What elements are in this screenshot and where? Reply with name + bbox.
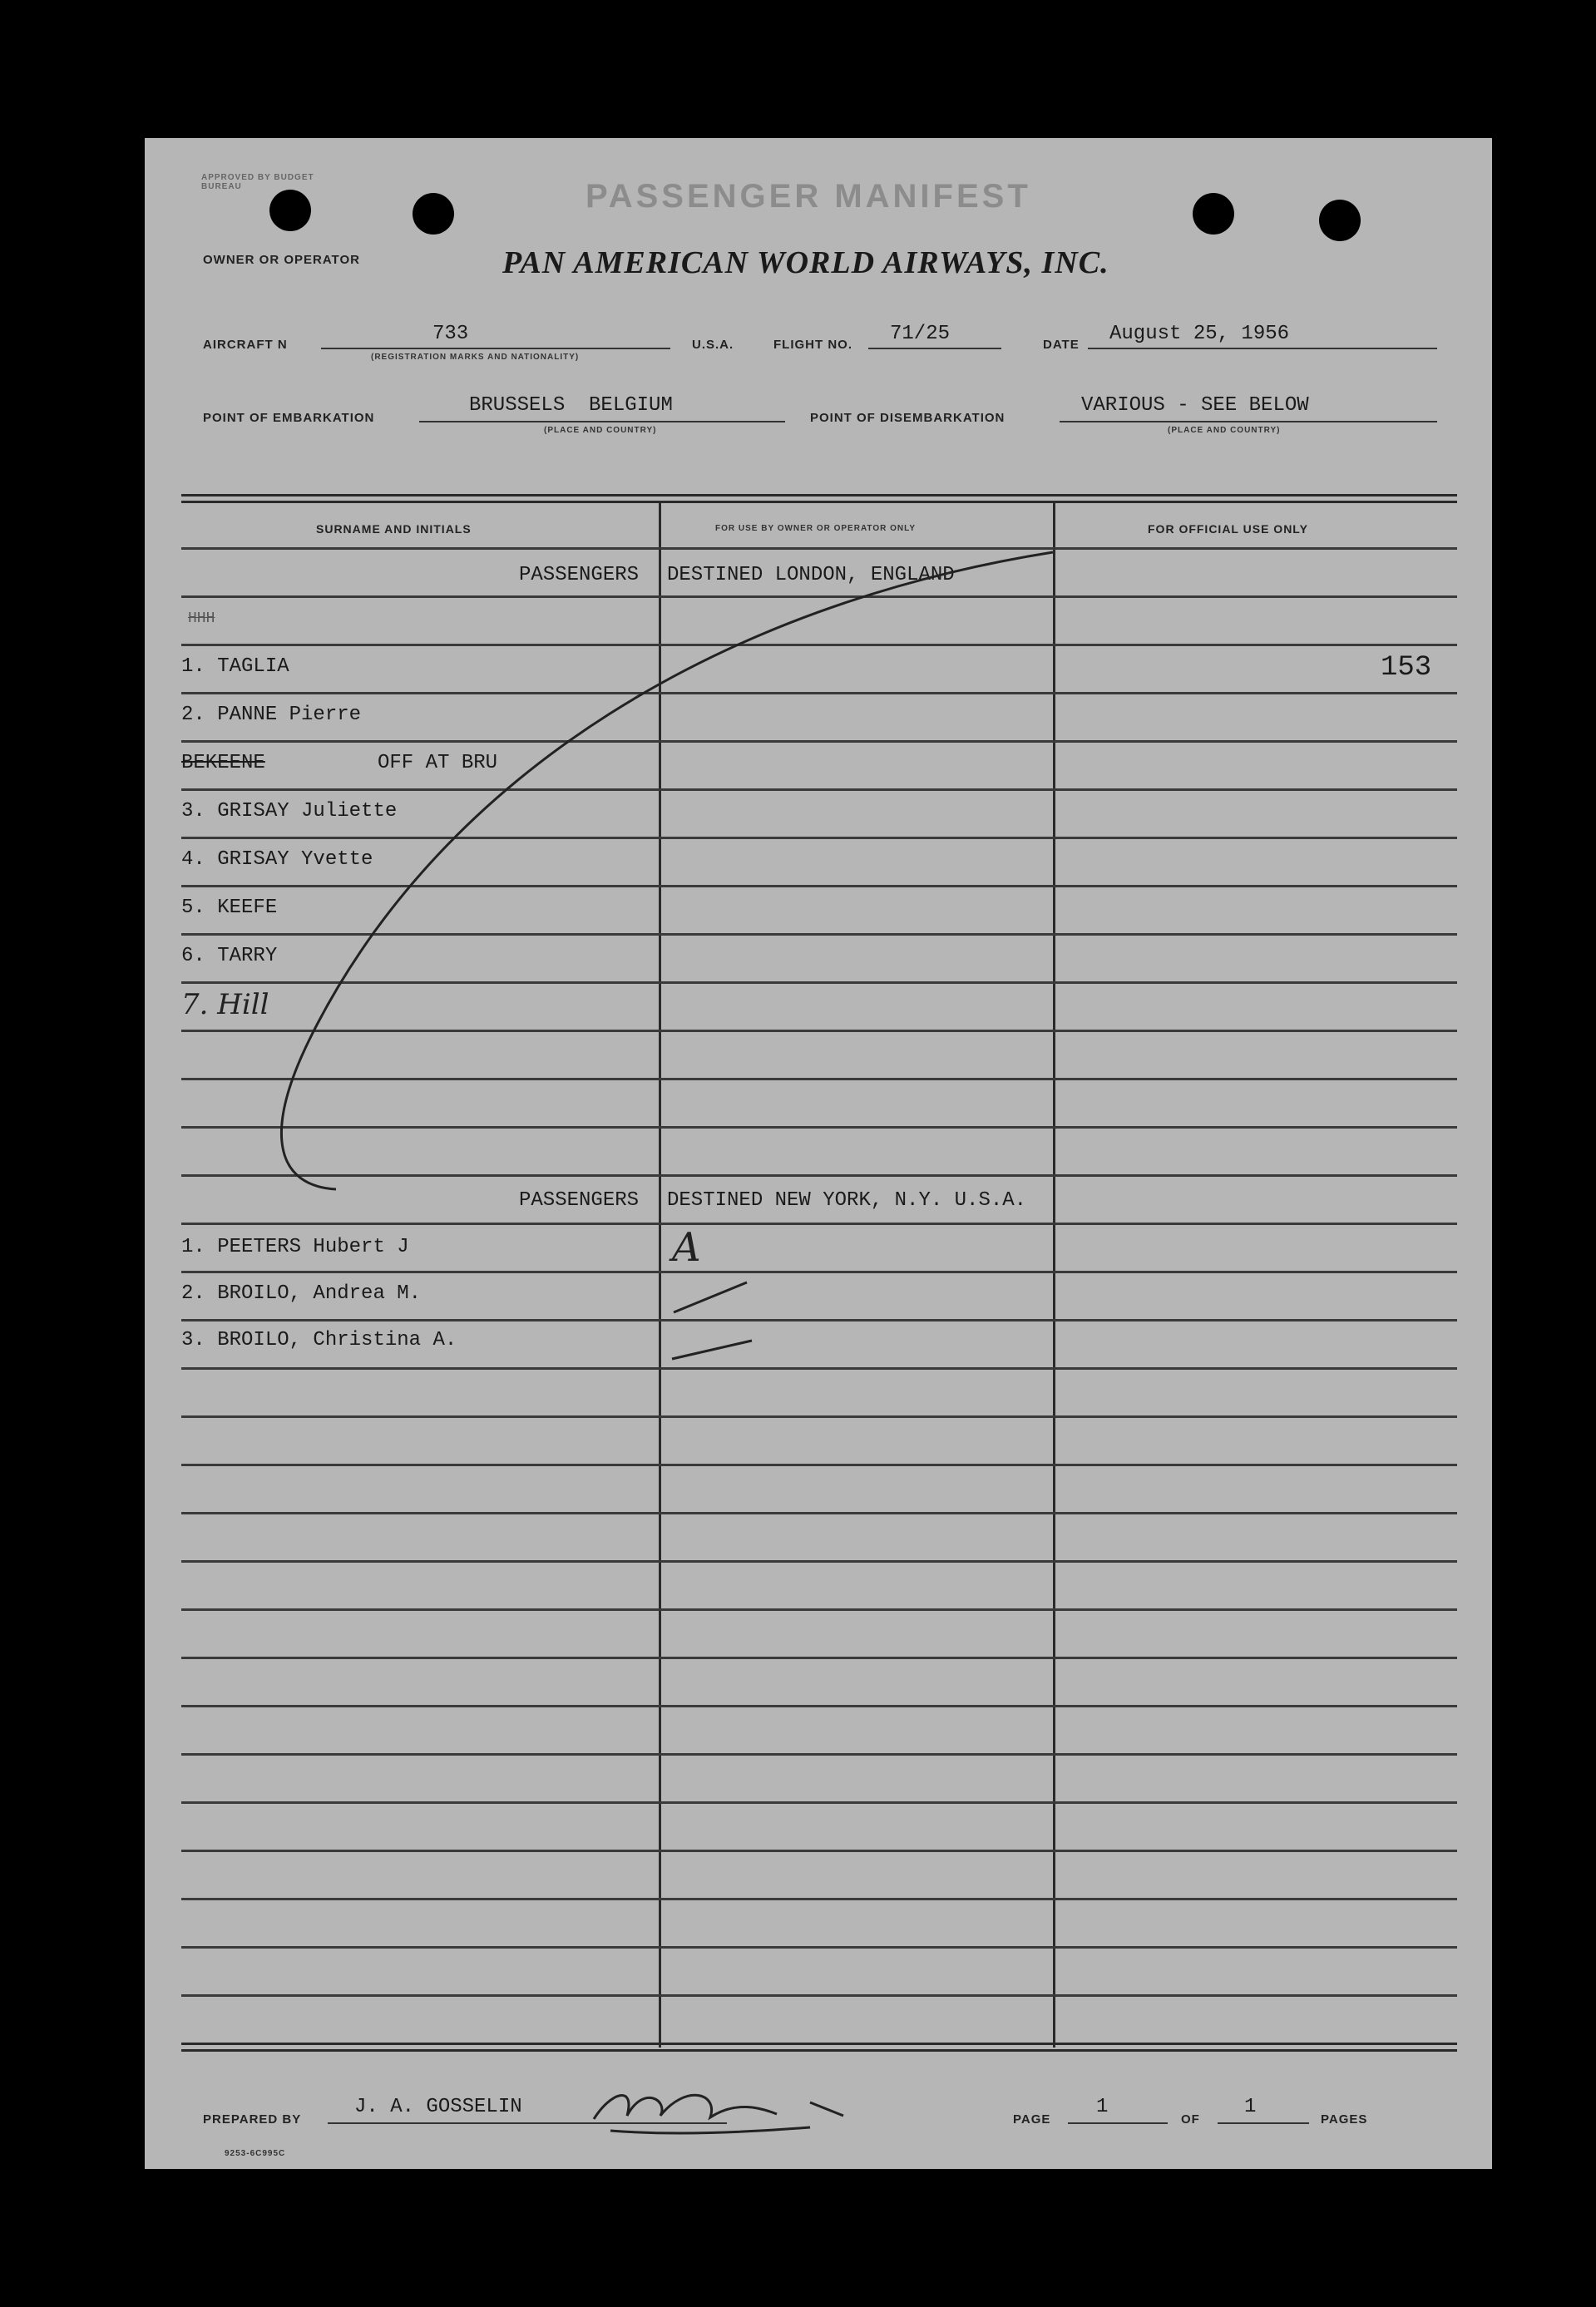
- of-value: 1: [1244, 2096, 1257, 2118]
- aircraft-value: 733: [432, 323, 469, 345]
- dash-mark: [674, 1282, 747, 1312]
- dash-mark: [672, 1341, 752, 1359]
- page-label: PAGE: [1013, 2112, 1051, 2127]
- official-count: 153: [1381, 652, 1432, 684]
- manifest-title: PASSENGER MANIFEST: [586, 178, 1031, 215]
- flight-value: 71/25: [890, 323, 951, 345]
- flight-label: FLIGHT NO.: [773, 338, 852, 352]
- group-heading-right: DESTINED NEW YORK, N.Y. U.S.A.: [667, 1189, 1027, 1212]
- aircraft-label: AIRCRAFT N: [203, 338, 288, 352]
- date-label: DATE: [1043, 338, 1080, 352]
- date-value: August 25, 1956: [1109, 323, 1290, 345]
- struck-note: HHH: [188, 610, 215, 627]
- column-header-surname: SURNAME AND INITIALS: [316, 522, 472, 536]
- embark-caption: (PLACE AND COUNTRY): [544, 426, 657, 435]
- embark-value: BRUSSELS BELGIUM: [469, 394, 673, 417]
- operator-mark: A: [672, 1224, 701, 1271]
- passenger-entry: 5. KEEFE: [181, 897, 278, 919]
- passenger-entry: 3. GRISAY Juliette: [181, 800, 398, 823]
- passenger-entry: 6. TARRY: [181, 945, 278, 967]
- group-heading-left: PASSENGERS: [519, 564, 640, 586]
- registration-caption: (REGISTRATION MARKS AND NATIONALITY): [371, 353, 580, 362]
- struck-passenger-entry: BEKEENE: [181, 752, 265, 774]
- disembark-caption: (PLACE AND COUNTRY): [1168, 426, 1281, 435]
- bracket-curve: [281, 552, 1053, 1189]
- struck-entry-note: OFF AT BRU: [378, 752, 498, 774]
- handwritten-passenger-entry: 7. Hill: [181, 988, 269, 1021]
- group-heading-left: PASSENGERS: [519, 1189, 640, 1212]
- manifest-sheet: [145, 138, 1492, 2169]
- passenger-entry: 1. TAGLIA: [181, 655, 289, 678]
- page-value: 1: [1096, 2096, 1109, 2118]
- handwritten-marks: [145, 138, 1492, 2169]
- passenger-entry: 3. BROILO, Christina A.: [181, 1329, 457, 1351]
- disembark-label: POINT OF DISEMBARKATION: [810, 411, 1006, 425]
- column-header-operator: FOR USE BY OWNER OR OPERATOR ONLY: [715, 524, 916, 533]
- owner-label: OWNER OR OPERATOR: [203, 253, 360, 267]
- embark-label: POINT OF EMBARKATION: [203, 411, 375, 425]
- disembark-value: VARIOUS - SEE BELOW: [1081, 394, 1309, 417]
- passenger-entry: 4. GRISAY Yvette: [181, 848, 373, 871]
- passenger-entry: 2. BROILO, Andrea M.: [181, 1282, 422, 1305]
- of-label: OF: [1181, 2112, 1200, 2127]
- group-heading-right: DESTINED LONDON, ENGLAND: [667, 564, 955, 586]
- column-header-official: FOR OFFICIAL USE ONLY: [1148, 522, 1308, 536]
- prepared-label: PREPARED BY: [203, 2112, 302, 2127]
- passenger-entry: 1. PEETERS Hubert J: [181, 1236, 409, 1258]
- passenger-entry: 2. PANNE Pierre: [181, 704, 362, 726]
- prepared-value: J. A. GOSSELIN: [354, 2096, 522, 2118]
- company-name: PAN AMERICAN WORLD AIRWAYS, INC.: [502, 245, 1109, 280]
- pages-label: PAGES: [1321, 2112, 1368, 2127]
- form-approval-stamp: APPROVED BY BUDGET BUREAU: [201, 173, 314, 191]
- signature: [594, 2095, 843, 2133]
- usa-label: U.S.A.: [692, 338, 734, 352]
- form-number: 9253-6C995C: [225, 2149, 286, 2158]
